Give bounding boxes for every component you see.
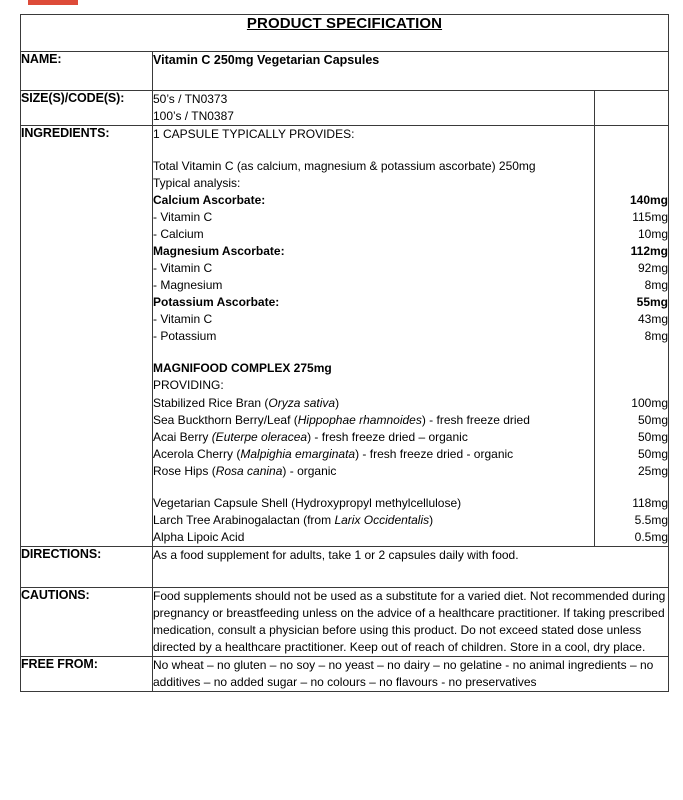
ingredient-name: Acai Berry (Euterpe oleracea) - fresh freeze dried – organic	[153, 429, 468, 444]
product-name-text: Vitamin C 250mg Vegetarian Capsules	[153, 53, 380, 67]
latin-name: Hippophae rhamnoides	[297, 412, 422, 427]
ingredient-amount: 5.5mg	[634, 512, 668, 527]
amount-total-blank	[595, 158, 668, 175]
top-accent-bar	[28, 0, 78, 5]
amount-providing-blank	[595, 377, 668, 394]
table-row-name	[21, 52, 669, 91]
magnifood-heading: MAGNIFOOD COMPLEX 275mg	[153, 361, 332, 376]
providing-label: PROVIDING:	[153, 378, 224, 393]
ingredient-amount: 10mg	[637, 227, 668, 242]
table-row-free-from	[21, 656, 669, 691]
row-label-cautions: CAUTIONS:	[21, 587, 153, 656]
row-label-name: NAME:	[21, 52, 153, 91]
ingredient-name: - Potassium	[153, 329, 217, 344]
ingredients-spacer-1	[153, 143, 594, 158]
table-row-ingredients	[21, 126, 669, 547]
amount-magnifood-blank	[595, 360, 668, 377]
row-value-name	[153, 52, 669, 91]
magnifood-amount-list	[595, 395, 668, 480]
page-title-cell	[21, 15, 669, 52]
latin-name: Malpighia emarginata	[240, 446, 356, 461]
amount-spacer-3	[595, 480, 668, 495]
row-value-directions: As a food supplement for adults, take 1 or 2 capsules daily with food.	[153, 546, 669, 587]
ingredient-amount: 140mg	[629, 193, 668, 208]
ingredient-amount: 115mg	[632, 210, 668, 225]
page-title: PRODUCT SPECIFICATION	[246, 15, 443, 32]
total-vitamin-c-line: Total Vitamin C (as calcium, magnesium & potassium ascorbate) 250mg	[153, 159, 536, 174]
ingredient-amount: 55mg	[636, 295, 668, 310]
ingredient-name: Magnesium Ascorbate:	[153, 244, 285, 259]
ingredient-amount: 100mg	[631, 395, 668, 410]
table-row-cautions	[21, 587, 669, 656]
ingredient-name: - Vitamin C	[153, 210, 213, 225]
row-label-directions: DIRECTIONS:	[21, 546, 153, 587]
ingredient-amount: 25mg	[637, 463, 668, 478]
row-label-sizes: SIZE(S)/CODE(S):	[21, 91, 153, 126]
ingredient-name: Alpha Lipoic Acid	[153, 529, 245, 544]
ingredient-amount: 43mg	[637, 312, 668, 327]
latin-name: Rosa canina	[215, 463, 283, 478]
ingredient-amount: 50mg	[637, 412, 668, 427]
ingredient-name: Potassium Ascorbate:	[153, 295, 280, 310]
ingredients-intro: 1 CAPSULE TYPICALLY PROVIDES:	[153, 127, 355, 142]
ingredient-name: - Vitamin C	[153, 261, 213, 276]
ingredient-amount: 112mg	[630, 244, 668, 259]
ingredients-spacer-2	[153, 345, 594, 360]
analysis-name-list	[153, 192, 594, 345]
ingredient-amount: 50mg	[637, 429, 668, 444]
other-ingredients-name-list	[153, 495, 594, 546]
title-row	[21, 15, 669, 52]
size-code-line-2: 100’s / TN0387	[153, 109, 234, 124]
amount-intro-blank	[595, 126, 668, 143]
row-label-free-from: FREE FROM:	[21, 656, 153, 691]
ingredient-amount: 0.5mg	[634, 529, 668, 544]
ingredient-name: Sea Buckthorn Berry/Leaf (Hippophae rhamnoides) - fresh freeze dried	[153, 412, 530, 427]
ingredient-amount: 8mg	[644, 278, 668, 293]
ingredient-amount: 118mg	[632, 495, 668, 510]
ingredient-name: Rose Hips (Rosa canina) - organic	[153, 463, 337, 478]
latin-name: Larix Occidentalis	[334, 512, 430, 527]
ingredient-name: - Calcium	[153, 227, 204, 242]
ingredient-name: Stabilized Rice Bran (Oryza sativa)	[153, 395, 340, 410]
row-amount-sizes-empty	[595, 91, 669, 126]
row-value-cautions: Food supplements should not be used as a substitute for a varied diet. Not recommended during pregnancy or breastfeeding unless on the advice of a healthcare practitioner. If taking prescribed medication, consult a physician before using this product. Do not exceed stated dose unless directed by a healthcare practitioner. Keep out of reach of children. Store in a cool, dry place.	[153, 587, 669, 656]
ingredients-names-column	[153, 126, 595, 547]
ingredient-amount: 92mg	[637, 261, 668, 276]
ingredients-spacer-3	[153, 480, 594, 495]
amount-spacer-1	[595, 143, 668, 158]
ingredient-amount: 8mg	[644, 329, 668, 344]
other-amount-list	[595, 495, 668, 546]
row-label-ingredients: INGREDIENTS:	[21, 126, 153, 547]
amount-typical-blank	[595, 175, 668, 192]
ingredient-name: - Vitamin C	[153, 312, 213, 327]
ingredient-name: Vegetarian Capsule Shell (Hydroxypropyl methylcellulose)	[153, 495, 462, 510]
table-row-directions	[21, 546, 669, 587]
ingredient-amount: 50mg	[637, 446, 668, 461]
size-code-line-1: 50’s / TN0373	[153, 92, 228, 106]
ingredient-name: - Magnesium	[153, 278, 223, 293]
row-value-sizes	[153, 91, 595, 126]
latin-name: Oryza sativa	[268, 395, 336, 410]
ingredients-amounts-column	[595, 126, 669, 547]
product-specification-table	[20, 14, 669, 692]
magnifood-name-list	[153, 395, 594, 480]
ingredient-name: Acerola Cherry (Malpighia emarginata) - fresh freeze dried - organic	[153, 446, 514, 461]
analysis-amount-list	[595, 192, 668, 345]
latin-name: (Euterpe oleracea	[211, 429, 308, 444]
row-value-free-from: No wheat – no gluten – no soy – no yeast – no dairy – no gelatine - no animal ingredients – no additives – no added sugar – no colours – no flavours - no preservatives	[153, 656, 669, 691]
amount-spacer-2	[595, 345, 668, 360]
ingredient-name: Larch Tree Arabinogalactan (from Larix Occidentalis)	[153, 512, 434, 527]
table-row-sizes	[21, 91, 669, 126]
ingredient-name: Calcium Ascorbate:	[153, 193, 266, 208]
typical-analysis-label: Typical analysis:	[153, 176, 241, 191]
